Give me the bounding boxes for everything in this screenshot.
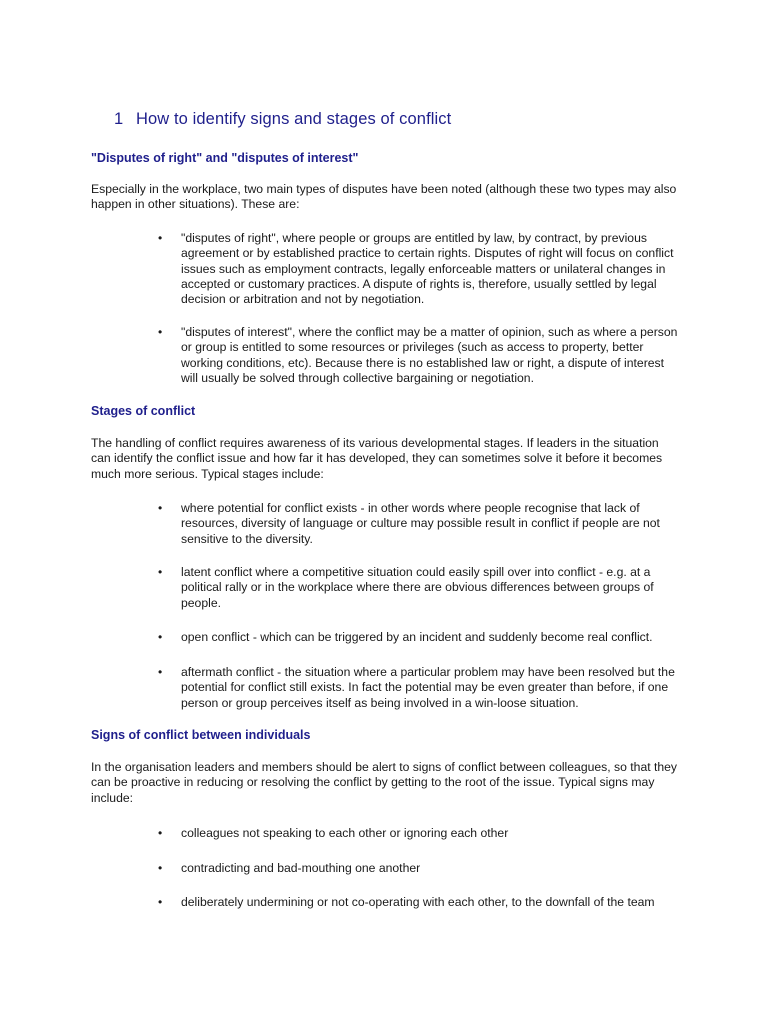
heading-text: How to identify signs and stages of conflict: [136, 110, 452, 128]
list-item-text: deliberately undermining or not co-operating with each other, to the downfall of the team: [181, 895, 655, 909]
list-item: [158, 630, 678, 645]
list-item: [158, 325, 678, 386]
bullet-icon: •: [158, 861, 163, 875]
list-item: [158, 231, 678, 307]
list-item-text: colleagues not speaking to each other or ignoring each other: [181, 826, 509, 840]
bullet-icon: •: [158, 665, 163, 679]
heading-number: 1: [114, 110, 124, 128]
bullet-icon: •: [158, 565, 163, 579]
section-heading-signs: Signs of conflict between individuals: [91, 728, 311, 742]
list-item-text: open conflict - which can be triggered by an incident and suddenly become real conflict.: [181, 630, 653, 644]
list-item: [158, 861, 678, 876]
list-item-text: contradicting and bad-mouthing one another: [181, 861, 421, 875]
section-intro-stages: The handling of conflict requires awareness of its various developmental stages. If leaders in the situation can identify the conflict issue and how far it has developed, they can sometimes solve it before it becomes much more serious. Typical stages include:: [91, 436, 663, 481]
bullet-icon: •: [158, 501, 163, 515]
bullet-icon: •: [158, 231, 163, 245]
bullet-icon: •: [158, 895, 163, 909]
section-heading-stages: Stages of conflict: [91, 404, 196, 418]
list-item: [158, 565, 678, 611]
list-item-text: aftermath conflict - the situation where a particular problem may have been resolved but the potential for conflict still exists. In fact the potential may be even greater than before, if one person or group perceives itself as being involved in a win-loose situation.: [181, 665, 675, 710]
section-heading-disputes: "Disputes of right" and "disputes of interest": [91, 151, 359, 165]
list-item-text: latent conflict where a competitive situation could easily spill over into conflict - e.g. at a political rally or in the workplace where there are obvious differences between groups of people.: [181, 565, 654, 610]
list-item-text: "disputes of right", where people or groups are entitled by law, by contract, by previous agreement or by established practice to certain rights. Disputes of right will focus on conflict issues such as employment contracts, legally enforceable matters or unilateral changes in accepted or customary practices. A dispute of rights is, therefore, usually settled by legal decision or arbitration and not by negotiation.: [181, 231, 674, 307]
page-title: [114, 110, 451, 129]
section-intro-signs: In the organisation leaders and members should be alert to signs of conflict between colleagues, so that they can be proactive in reducing or resolving the conflict by getting to the root of the issue. Typical signs may include:: [91, 760, 678, 805]
list-item: [158, 665, 678, 711]
section-intro-disputes: Especially in the workplace, two main types of disputes have been noted (although these two types may also happen in other situations). These are:: [91, 182, 677, 212]
list-item-text: where potential for conflict exists - in other words where people recognise that lack of resources, diversity of language or culture may possible result in conflict if people are not sensitive to the diversity.: [181, 501, 660, 546]
bullet-icon: •: [158, 325, 163, 339]
bullet-icon: •: [158, 630, 163, 644]
bullet-icon: •: [158, 826, 163, 840]
list-item: [158, 895, 678, 910]
list-item: [158, 826, 678, 841]
list-item: [158, 501, 678, 547]
list-item-text: "disputes of interest", where the conflict may be a matter of opinion, such as where a person or group is entitled to some resources or privileges (such as access to property, better working conditions, etc). Because there is no established law or right, a dispute of interest will usually be solved through collective bargaining or negotiation.: [181, 325, 678, 385]
